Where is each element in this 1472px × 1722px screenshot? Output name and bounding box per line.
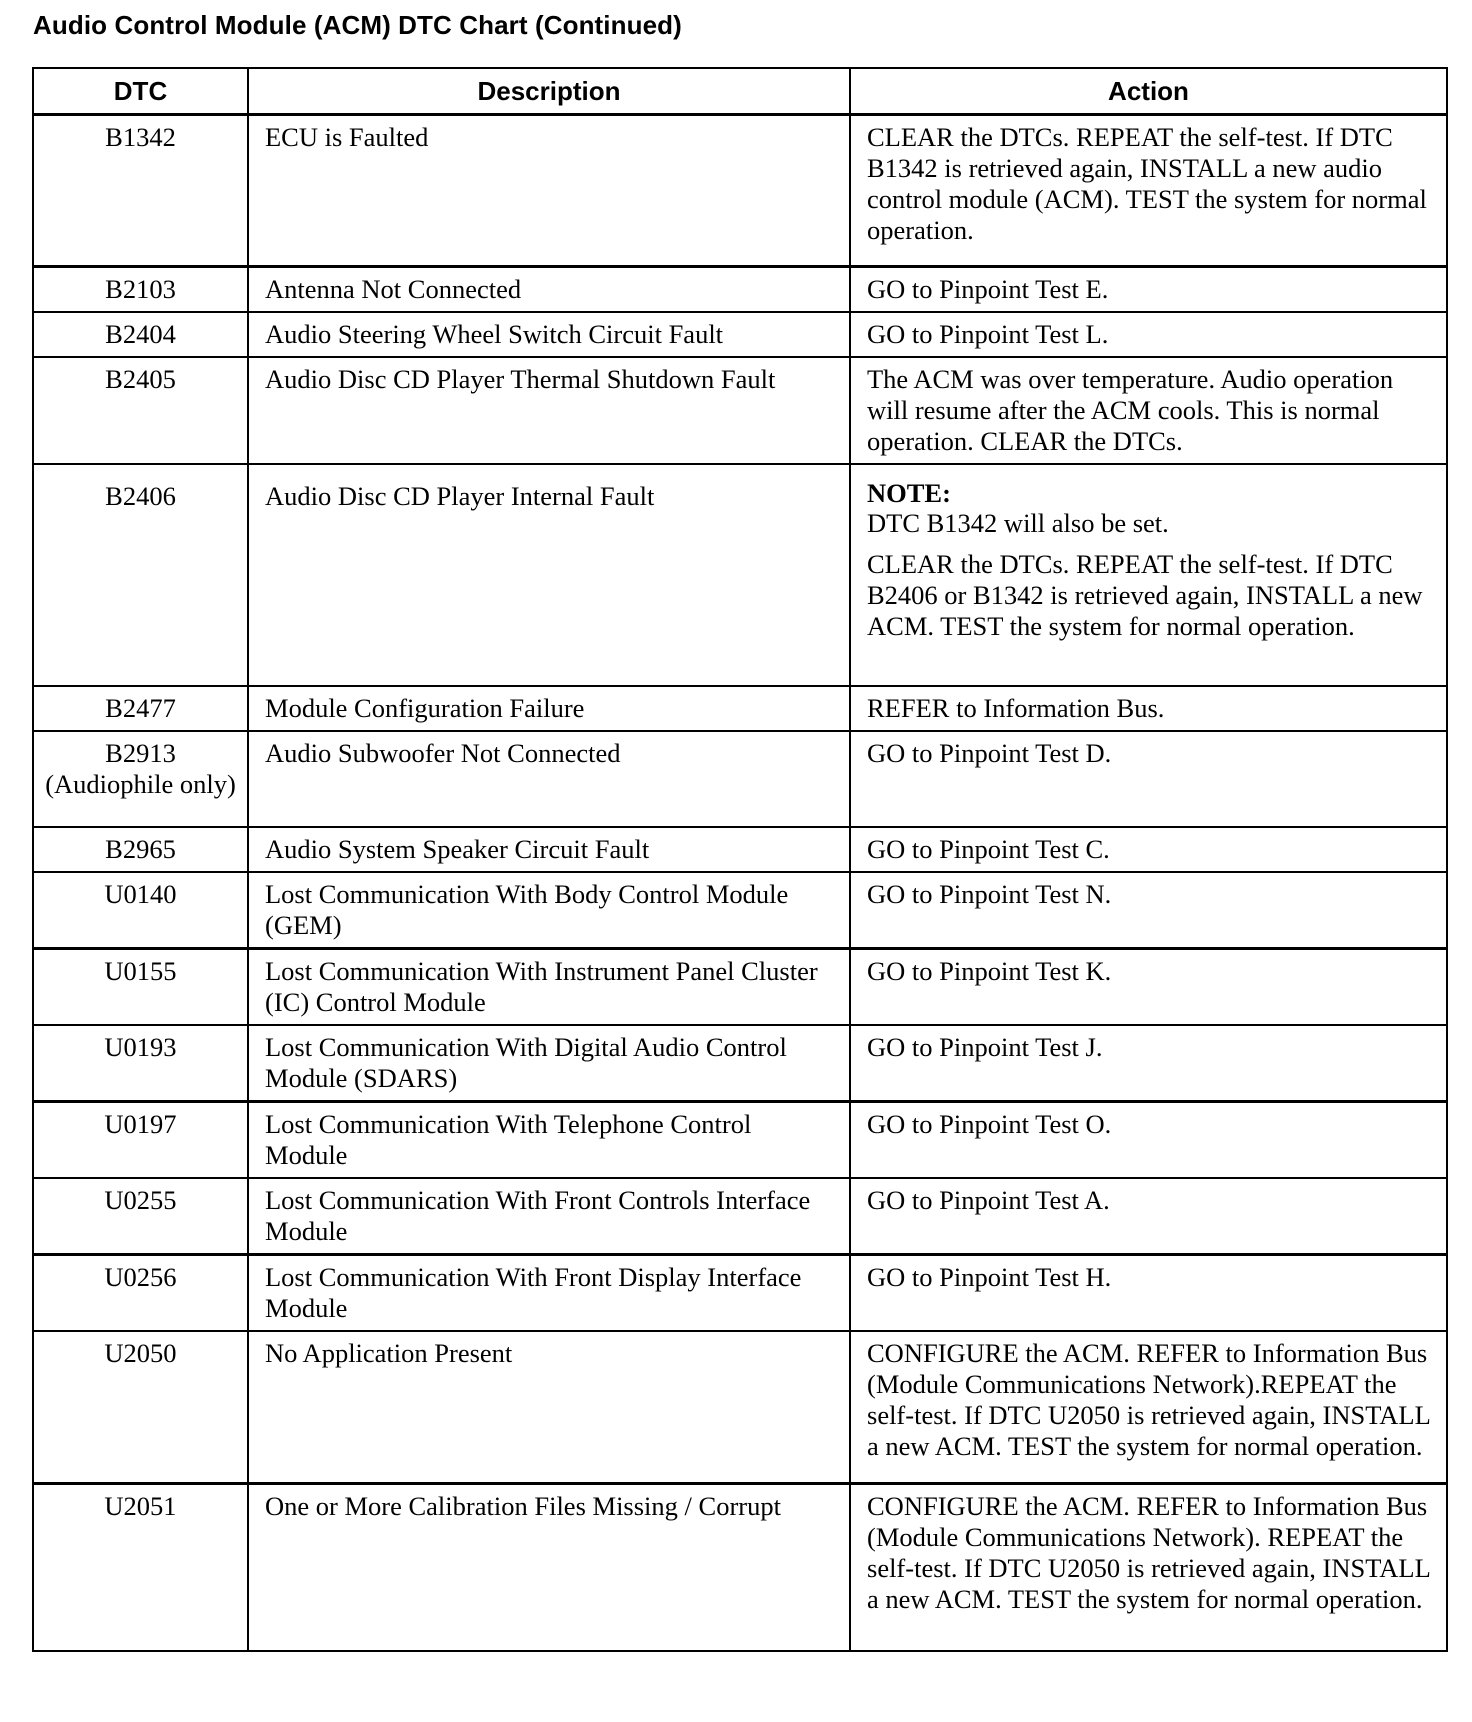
- dtc-description: Lost Communication With Front Controls Interface Module: [248, 1178, 850, 1255]
- dtc-code: B1342: [33, 115, 248, 267]
- table-row: [33, 1483, 1447, 1651]
- table-row: [33, 1025, 1447, 1102]
- dtc-description: Audio Disc CD Player Internal Fault: [248, 464, 850, 686]
- dtc-description: Audio Subwoofer Not Connected: [248, 731, 850, 827]
- dtc-action: CONFIGURE the ACM. REFER to Information Bus (Module Communications Network).REPEAT the self-test. If DTC U2050 is retrieved again, INSTALL a new ACM. TEST the system for normal operation.: [850, 1331, 1447, 1483]
- dtc-description: Lost Communication With Front Display Interface Module: [248, 1255, 850, 1332]
- dtc-code: U2051: [33, 1483, 248, 1651]
- table-row: [33, 686, 1447, 731]
- dtc-action: REFER to Information Bus.: [850, 686, 1447, 731]
- header-action: Action: [850, 68, 1447, 115]
- header-dtc: DTC: [33, 68, 248, 115]
- table-row: [33, 1178, 1447, 1255]
- dtc-action: GO to Pinpoint Test A.: [850, 1178, 1447, 1255]
- dtc-code: U0197: [33, 1102, 248, 1179]
- dtc-description: Lost Communication With Digital Audio Control Module (SDARS): [248, 1025, 850, 1102]
- table-row: [33, 1255, 1447, 1332]
- dtc-action: GO to Pinpoint Test H.: [850, 1255, 1447, 1332]
- table-row: [33, 357, 1447, 464]
- dtc-description: Lost Communication With Telephone Control Module: [248, 1102, 850, 1179]
- note-label: NOTE:: [867, 478, 951, 508]
- dtc-action: GO to Pinpoint Test K.: [850, 949, 1447, 1026]
- dtc-action: GO to Pinpoint Test J.: [850, 1025, 1447, 1102]
- dtc-code: U0140: [33, 872, 248, 949]
- dtc-code: U0256: [33, 1255, 248, 1332]
- dtc-code: B2405: [33, 357, 248, 464]
- table-row: [33, 1331, 1447, 1483]
- dtc-code: B2404: [33, 312, 248, 357]
- table-row: [33, 312, 1447, 357]
- header-description: Description: [248, 68, 850, 115]
- dtc-action: GO to Pinpoint Test N.: [850, 872, 1447, 949]
- table-row: [33, 731, 1447, 827]
- dtc-code: U0255: [33, 1178, 248, 1255]
- dtc-action: The ACM was over temperature. Audio operation will resume after the ACM cools. This is normal operation. CLEAR the DTCs.: [850, 357, 1447, 464]
- dtc-code: U0155: [33, 949, 248, 1026]
- table-row: [33, 464, 1447, 686]
- dtc-description: No Application Present: [248, 1331, 850, 1483]
- dtc-action: CLEAR the DTCs. REPEAT the self-test. If DTC B1342 is retrieved again, INSTALL a new audio control module (ACM). TEST the system for normal operation.: [850, 115, 1447, 267]
- note-text: DTC B1342 will also be set.: [867, 508, 1169, 538]
- dtc-action: GO to Pinpoint Test E.: [850, 267, 1447, 313]
- dtc-code: U0193: [33, 1025, 248, 1102]
- dtc-description: Lost Communication With Body Control Module (GEM): [248, 872, 850, 949]
- table-row: [33, 267, 1447, 313]
- dtc-code: B2965: [33, 827, 248, 872]
- dtc-action: GO to Pinpoint Test C.: [850, 827, 1447, 872]
- dtc-action: GO to Pinpoint Test D.: [850, 731, 1447, 827]
- table-row: [33, 1102, 1447, 1179]
- table-row: [33, 115, 1447, 267]
- page-title: Audio Control Module (ACM) DTC Chart (Continued): [33, 10, 682, 40]
- dtc-description: Antenna Not Connected: [248, 267, 850, 313]
- dtc-code: B2406: [33, 464, 248, 686]
- dtc-action: CONFIGURE the ACM. REFER to Information Bus (Module Communications Network). REPEAT the self-test. If DTC U2050 is retrieved again, INSTALL a new ACM. TEST the system for normal operation.: [850, 1483, 1447, 1651]
- dtc-description: One or More Calibration Files Missing / Corrupt: [248, 1483, 850, 1651]
- dtc-action: GO to Pinpoint Test O.: [850, 1102, 1447, 1179]
- dtc-description: ECU is Faulted: [248, 115, 850, 267]
- dtc-description: Module Configuration Failure: [248, 686, 850, 731]
- dtc-code: B2477: [33, 686, 248, 731]
- dtc-action-with-note: [850, 464, 1447, 686]
- dtc-table: [32, 67, 1448, 1652]
- dtc-code: B2103: [33, 267, 248, 313]
- dtc-action: CLEAR the DTCs. REPEAT the self-test. If DTC B2406 or B1342 is retrieved again, INSTALL a new ACM. TEST the system for normal operation.: [867, 549, 1423, 641]
- dtc-description: Audio Disc CD Player Thermal Shutdown Fault: [248, 357, 850, 464]
- dtc-code: B2913 (Audiophile only): [33, 731, 248, 827]
- dtc-description: Lost Communication With Instrument Panel Cluster (IC) Control Module: [248, 949, 850, 1026]
- dtc-action: GO to Pinpoint Test L.: [850, 312, 1447, 357]
- dtc-description: Audio Steering Wheel Switch Circuit Fault: [248, 312, 850, 357]
- dtc-code: U2050: [33, 1331, 248, 1483]
- table-row: [33, 872, 1447, 949]
- table-row: [33, 949, 1447, 1026]
- table-header-row: [33, 68, 1447, 115]
- table-row: [33, 827, 1447, 872]
- dtc-description: Audio System Speaker Circuit Fault: [248, 827, 850, 872]
